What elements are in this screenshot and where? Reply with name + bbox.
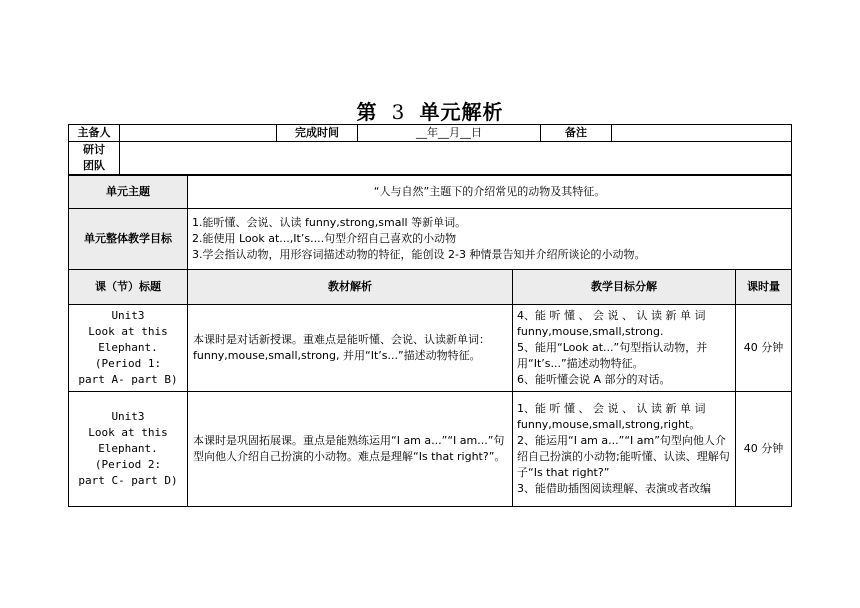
goal-item: 2.能使用 Look at...,It’s....句型介绍自己喜欢的小动物 (192, 232, 457, 245)
objective-item: 2、能运用“I am a...”“I am”句型向他人介绍自己扮演的小动物;能听懂、认读、理解句子“Is that right?” (517, 434, 730, 479)
completion-time-value: __年__月__日 (358, 125, 541, 142)
goals-list (188, 209, 792, 270)
lesson-title-line: (Period 2: (94, 458, 162, 471)
lesson-title-line: part C- part D) (78, 474, 178, 487)
lesson-title-line: Unit3 (111, 410, 145, 423)
column-header-hours: 课时量 (736, 270, 792, 305)
lesson-title-line: Look at this (88, 426, 168, 439)
lesson-analysis: 本课时是巩固拓展课。重点是能熟练运用“I am a...”“I am...”句型向他人介绍自己扮演的小动物。难点是理解“Is that right?”。 (188, 392, 513, 507)
theme-value: “人与自然”主题下的介绍常见的动物及其特征。 (188, 176, 792, 209)
table-row (69, 392, 792, 507)
lesson-objectives (513, 392, 736, 507)
objective-item: 3、能借助插图阅读理解、表演或者改编 (517, 482, 711, 495)
remarks-value (612, 125, 792, 142)
theme-label: 单元主题 (69, 176, 188, 209)
team-label-line1: 研讨 (83, 143, 105, 156)
column-header-objectives: 教学目标分解 (513, 270, 736, 305)
lesson-title-line: Elephant. (98, 341, 158, 354)
lesson-title-line: part A- part B) (78, 373, 178, 386)
unit-number: 3 (378, 100, 420, 125)
goals-label: 单元整体教学目标 (69, 209, 188, 270)
goal-item: 1.能听懂、会说、认读 funny,strong,small 等新单词。 (192, 216, 467, 229)
table-row (69, 305, 792, 392)
header-table (68, 124, 792, 175)
column-header-analysis: 教材解析 (188, 270, 513, 305)
lesson-analysis: 本课时是对话新授课。重难点是能听懂、会说、认读新单词：funny,mouse,small,strong, 并用“It’s...”描述动物特征。 (188, 305, 513, 392)
lesson-title (69, 305, 188, 392)
objective-item: 4、能 听 懂 、 会 说 、 认 读 新 单 词 funny,mouse,small,strong. (517, 309, 706, 338)
lesson-title (69, 392, 188, 507)
goal-item: 3.学会指认动物，用形容词描述动物的特征，能创设 2-3 种情景告知并介绍所谈论的小动物。 (192, 248, 646, 261)
team-value (120, 142, 792, 175)
team-label-line2: 团队 (83, 159, 105, 172)
lesson-title-line: Elephant. (98, 442, 158, 455)
objective-item: 6、能听懂会说 A 部分的对话。 (517, 373, 671, 386)
team-label (69, 142, 120, 175)
unit-analysis-table (68, 175, 792, 507)
title-prefix: 第 (356, 100, 378, 124)
column-header-lesson: 课（节）标题 (69, 270, 188, 305)
objective-item: 1、能 听 懂 、 会 说 、 认 读 新 单 词 funny,mouse,small,strong,right。 (517, 402, 706, 431)
lesson-title-line: Look at this (88, 325, 168, 338)
objective-item: 5、能用“Look at...”句型指认动物，并用“It’s...”描述动物特征。 (517, 341, 708, 370)
lesson-title-line: (Period 1: (94, 357, 162, 370)
lesson-hours: 40 分钟 (736, 392, 792, 507)
preparer-label: 主备人 (69, 125, 120, 142)
remarks-label: 备注 (541, 125, 612, 142)
lesson-title-line: Unit3 (111, 309, 145, 322)
preparer-value (120, 125, 277, 142)
page-title (0, 96, 860, 125)
lesson-objectives (513, 305, 736, 392)
title-suffix: 单元解析 (419, 100, 504, 124)
completion-time-label: 完成时间 (277, 125, 358, 142)
lesson-hours: 40 分钟 (736, 305, 792, 392)
